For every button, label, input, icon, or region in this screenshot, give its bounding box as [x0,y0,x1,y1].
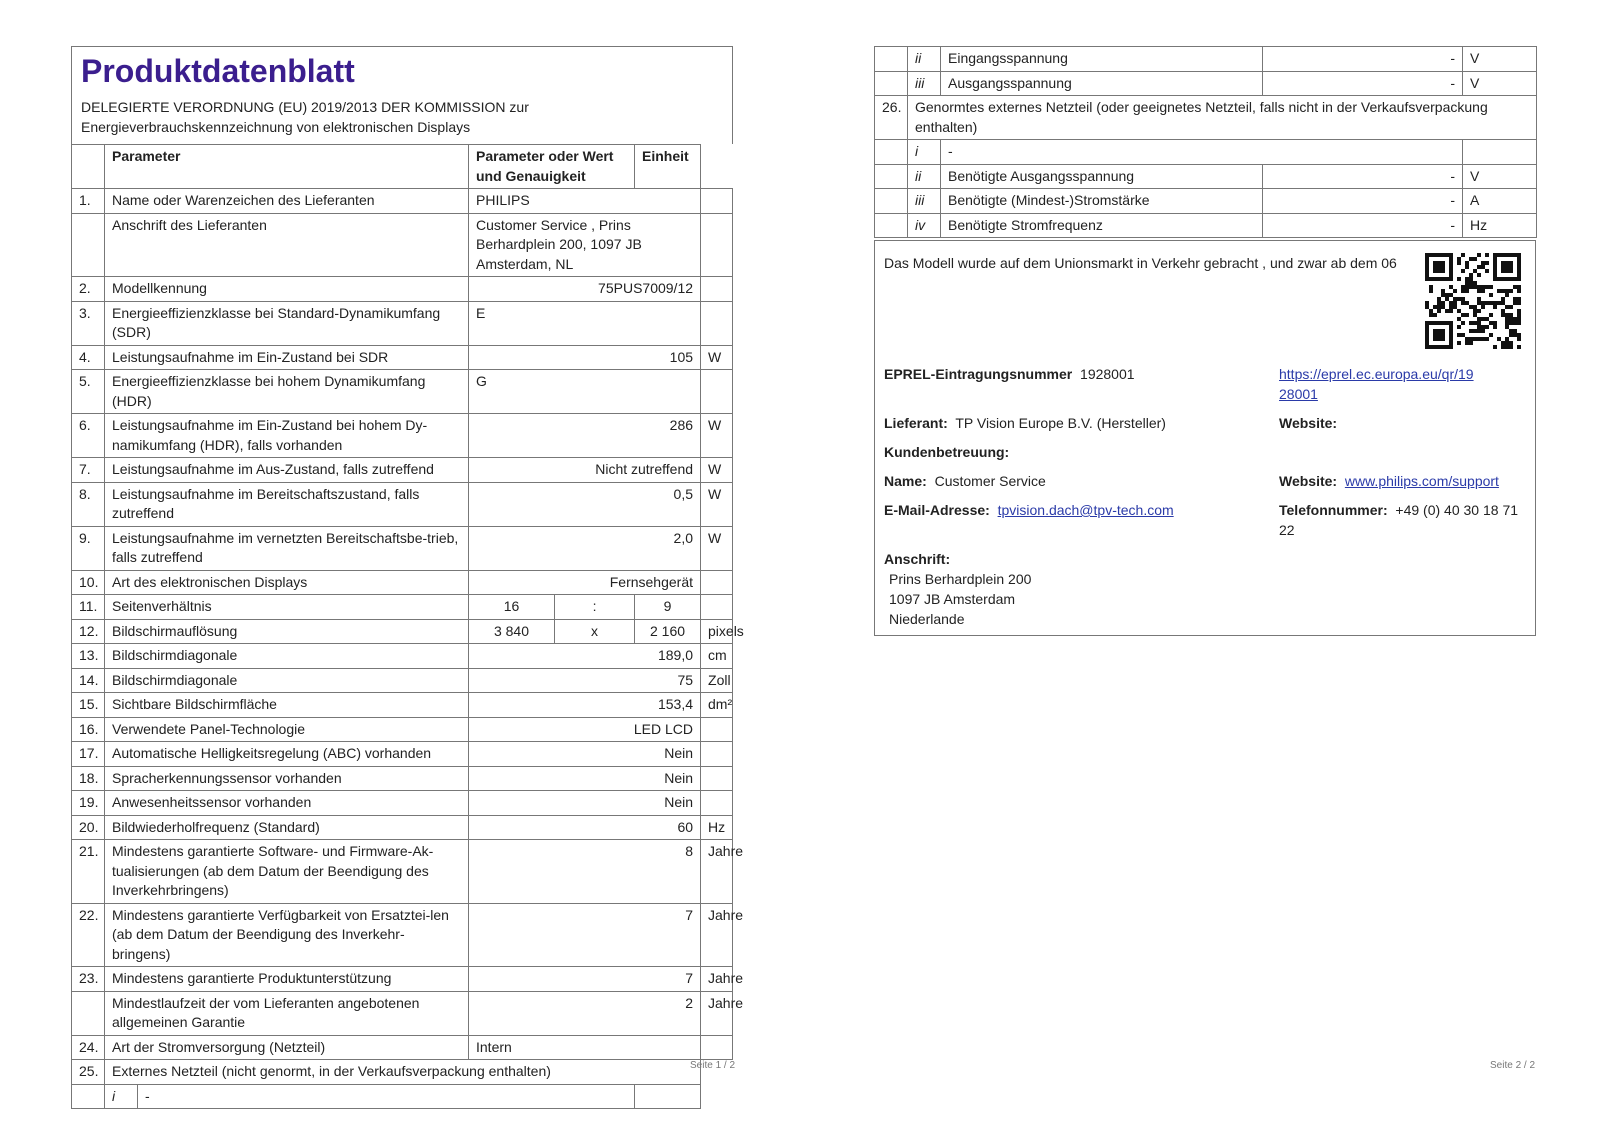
row-value: 8 [469,840,701,904]
table-row [72,1035,733,1060]
row-unit: Zoll [701,668,733,693]
row-number: 8. [72,482,105,526]
header-value: Parameter oder Wert und Genauigkeit [469,145,635,189]
table-row [72,815,733,840]
eprel-label: EPREL-Eintragungsnummer [884,366,1073,382]
table-row-external-psu [72,1060,733,1085]
row-unit [701,717,733,742]
row-unit: W [701,458,733,483]
row-number: 12. [72,619,105,644]
row-parameter: Genormtes externes Netzteil (oder geeignetes Netzteil, falls nicht in der Verkaufsverpackung enthalten) [908,96,1537,140]
phone-number: +49 (0) 40 30 18 71 [1395,502,1519,518]
row-unit: pixels [701,619,733,644]
contact-name-line [884,471,1046,491]
row-number: 23. [72,967,105,992]
row-unit: W [701,482,733,526]
page-2 [874,46,1536,238]
row-value: 75PUS7009/12 [469,277,701,302]
page-1-footer: Seite 1 / 2 [690,1060,736,1071]
table-row [875,47,1537,72]
row-value: - [1263,47,1463,72]
address-line-3: Niederlande [889,611,965,627]
row-number: 18. [72,766,105,791]
row-unit [635,1084,701,1109]
row-unit: W [701,526,733,570]
row-number: 10. [72,570,105,595]
row-sub-cell [105,1084,635,1109]
row-unit: V [1463,71,1537,96]
row-unit: W [701,414,733,458]
row-value: LED LCD [469,717,701,742]
row-sub-value: - [145,1087,150,1104]
page-1 [71,46,744,1109]
row-unit: Hz [1463,213,1537,238]
table-row [72,595,733,620]
row-unit: W [701,345,733,370]
row-parameter: Bildwiederholfrequenz (Standard) [105,815,469,840]
row-number: 5. [72,370,105,414]
support-website-link[interactable]: www.philips.com/support [1344,473,1499,489]
row-number: 4. [72,345,105,370]
table-row [72,526,733,570]
row-parameter: Automatische Helligkeitsregelung (ABC) vorhanden [105,742,469,767]
table-row [72,482,733,526]
row-sub-number: ii [908,47,941,72]
row-unit: Jahre [701,903,733,967]
phone-line [1279,500,1518,520]
table-header-row [72,145,733,189]
row-value: - [1263,164,1463,189]
row-number: 13. [72,644,105,669]
table-row [72,903,733,967]
row-unit [701,301,733,345]
row-value-b: 2 160 [635,619,701,644]
address-line-1: Prins Berhardplein 200 [889,571,1032,587]
email-line [884,500,1174,520]
row-parameter: Bildschirmdiagonale [105,668,469,693]
row-unit [1463,140,1537,165]
power-supply-table-body [875,47,1537,238]
row-value: - [1263,71,1463,96]
table-row [72,967,733,992]
row-value: 189,0 [469,644,701,669]
page-2-footer: Seite 2 / 2 [1490,1060,1536,1071]
row-number-empty [875,47,908,72]
row-parameter: Benötigte Ausgangsspannung [941,164,1263,189]
email-label: E-Mail-Adresse: [884,502,990,518]
row-value: 0,5 [469,482,701,526]
row-value: Fernsehgerät [469,570,701,595]
row-sub-number: iii [908,71,941,96]
row-value: 105 [469,345,701,370]
row-value-b: 9 [635,595,701,620]
row-number [72,213,105,277]
row-number: 2. [72,277,105,302]
row-parameter: Ausgangsspannung [941,71,1263,96]
eprel-line [884,364,1135,384]
name-label: Name: [884,473,927,489]
row-unit: Jahre [701,840,733,904]
row-sub-number: iv [908,213,941,238]
table-row [72,414,733,458]
table-row [72,742,733,767]
row-unit [701,742,733,767]
table-row [72,791,733,816]
row-value: 153,4 [469,693,701,718]
supplier-line [884,413,1166,433]
row-unit [701,189,733,214]
row-number: 20. [72,815,105,840]
row-parameter: Externes Netzteil (nicht genormt, in der Verkaufsverpackung enthalten) [105,1060,701,1085]
row-number-empty [875,164,908,189]
row-number: 26. [875,96,908,140]
qr-code-icon[interactable] [1425,253,1521,349]
product-data-table [71,144,744,1109]
table-row [72,619,733,644]
row-sub-number: i [908,140,941,165]
row-unit [701,277,733,302]
table-row [875,140,1537,165]
subtitle-line-2: Energieverbrauchskennzeichnung von elektronischen Displays [81,119,471,135]
row-parameter: Benötigte (Mindest-)Stromstärke [941,189,1263,214]
row-parameter: Leistungsaufnahme im vernetzten Bereitschaftsbe-trieb, falls zutreffend [105,526,469,570]
website2-label: Website: [1279,473,1338,489]
row-number: 22. [72,903,105,967]
row-unit [701,1035,733,1060]
row-parameter: Leistungsaufnahme im Bereitschaftszustand, falls zutreffend [105,482,469,526]
row-value: 286 [469,414,701,458]
row-unit [701,370,733,414]
row-unit [701,570,733,595]
table-row [875,189,1537,214]
table-row [72,458,733,483]
address-label: Anschrift: [884,551,951,567]
row-value: 60 [469,815,701,840]
row-parameter: Art des elektronischen Displays [105,570,469,595]
page-title: Produktdatenblatt [81,53,355,89]
row-number [72,991,105,1035]
row-value-a: 16 [469,595,555,620]
row-value: Nein [469,791,701,816]
supplier-label: Lieferant: [884,415,948,431]
row-value: E [469,301,701,345]
row-number: 15. [72,693,105,718]
row-parameter: Seitenverhältnis [105,595,469,620]
row-unit [701,766,733,791]
row-parameter: Leistungsaufnahme im Ein-Zustand bei hohem Dy-namikumfang (HDR), falls vorhanden [105,414,469,458]
row-value-separator: x [555,619,635,644]
row-parameter: Bildschirmdiagonale [105,644,469,669]
row-parameter: Modellkennung [105,277,469,302]
eprel-number: 1928001 [1080,366,1135,382]
row-number: 17. [72,742,105,767]
row-parameter: Verwendete Panel-Technologie [105,717,469,742]
row-parameter: Mindestlaufzeit der vom Lieferanten angebotenen allgemeinen Garantie [105,991,469,1035]
row-number-empty [875,71,908,96]
row-parameter: Name oder Warenzeichen des Lieferanten [105,189,469,214]
row-unit: dm² [701,693,733,718]
row-value-separator: : [555,595,635,620]
row-value: 7 [469,967,701,992]
supplier-name: TP Vision Europe B.V. (Hersteller) [955,415,1166,431]
row-sub-number: ii [908,164,941,189]
subtitle-line-1: DELEGIERTE VERORDNUNG (EU) 2019/2013 DER KOMMISSION zur [81,99,529,115]
row-value: - [1263,213,1463,238]
row-unit [701,595,733,620]
row-parameter: Spracherkennungssensor vorhanden [105,766,469,791]
row-unit [701,791,733,816]
row-value: Nein [469,742,701,767]
phone-label: Telefonnummer: [1279,502,1388,518]
row-value: Nein [469,766,701,791]
eprel-link-line-1[interactable]: https://eprel.ec.europa.eu/qr/19 [1279,366,1474,382]
row-number: 3. [72,301,105,345]
row-parameter: Anschrift des Lieferanten [105,213,469,277]
row-unit: V [1463,164,1537,189]
row-parameter: Benötigte Stromfrequenz [941,213,1263,238]
website-label: Website: [1279,415,1338,431]
phone-number-cont: 22 [1279,522,1295,538]
row-value: 7 [469,903,701,967]
row-parameter: Leistungsaufnahme im Ein-Zustand bei SDR [105,345,469,370]
row-unit: Jahre [701,967,733,992]
row-value: Customer Service , Prins Berhardplein 200, 1097 JB Amsterdam, NL [469,213,701,277]
market-date-text: Das Modell wurde auf dem Unionsmarkt in Verkehr gebracht , und zwar ab dem 06 [884,255,1397,271]
row-parameter: Mindestens garantierte Software- und Firmware-Ak-tualisierungen (ab dem Datum der Beendigung des Inverkehrbringens) [105,840,469,904]
row-parameter: Eingangsspannung [941,47,1263,72]
table-row [875,213,1537,238]
header-parameter: Parameter [105,145,469,189]
table-row [72,213,733,277]
table-row [72,693,733,718]
row-parameter: Sichtbare Bildschirmfläche [105,693,469,718]
row-number: 1. [72,189,105,214]
power-supply-table [874,46,1537,238]
row-number: 6. [72,414,105,458]
row-value: 75 [469,668,701,693]
table-row [72,370,733,414]
row-parameter: Mindestens garantierte Produktunterstützung [105,967,469,992]
regulation-subtitle [81,97,723,137]
sheet-header [71,46,733,144]
table-row [72,766,733,791]
email-link[interactable]: tpvision.dach@tpv-tech.com [997,502,1174,518]
row-number-empty [875,213,908,238]
eprel-link-line-2[interactable]: 28001 [1279,386,1318,402]
customer-service-label: Kundenbetreuung: [884,444,1010,460]
table-row [72,644,733,669]
row-value: 2,0 [469,526,701,570]
row-value: PHILIPS [469,189,701,214]
row-parameter: Leistungsaufnahme im Aus-Zustand, falls zutreffend [105,458,469,483]
row-number: 14. [72,668,105,693]
table-row-external-psu-sub [72,1084,733,1109]
row-value: 2 [469,991,701,1035]
table-row [875,71,1537,96]
row-number-empty [875,189,908,214]
row-number: 19. [72,791,105,816]
table-row [72,840,733,904]
table-row [72,277,733,302]
row-number: 21. [72,840,105,904]
row-parameter: Energieeffizienzklasse bei Standard-Dynamikumfang (SDR) [105,301,469,345]
row-number: 11. [72,595,105,620]
table-row-standard-psu [875,96,1537,140]
row-number: 24. [72,1035,105,1060]
row-number: 7. [72,458,105,483]
row-unit: V [1463,47,1537,72]
table-row [72,189,733,214]
row-unit: A [1463,189,1537,214]
support-website-line [1279,471,1499,491]
row-parameter: Anwesenheitssensor vorhanden [105,791,469,816]
row-sub-number: i [105,1085,138,1109]
row-value: Intern [469,1035,701,1060]
row-value: G [469,370,701,414]
row-number-empty [875,140,908,165]
row-number: 9. [72,526,105,570]
row-number: 16. [72,717,105,742]
table-row [875,164,1537,189]
row-unit: cm [701,644,733,669]
product-data-table-body [72,145,744,1109]
contact-name: Customer Service [934,473,1046,489]
row-number: 25. [72,1060,105,1085]
row-parameter: Art der Stromversorgung (Netzteil) [105,1035,469,1060]
row-unit [701,213,733,277]
row-value: Nicht zutreffend [469,458,701,483]
table-row [72,717,733,742]
row-parameter: Energieeffizienzklasse bei hohem Dynamikumfang (HDR) [105,370,469,414]
row-sub-number: iii [908,189,941,214]
header-unit: Einheit [635,145,701,189]
row-number-empty [72,1084,105,1109]
table-row [72,991,733,1035]
table-row [72,301,733,345]
row-unit: Jahre [701,991,733,1035]
row-value: - [941,140,1463,165]
row-unit: Hz [701,815,733,840]
table-row [72,570,733,595]
row-parameter: Bildschirmauflösung [105,619,469,644]
table-row [72,668,733,693]
row-value: - [1263,189,1463,214]
table-row [72,345,733,370]
row-value-a: 3 840 [469,619,555,644]
row-parameter: Mindestens garantierte Verfügbarkeit von Ersatztei-len (ab dem Datum der Beendigung des Inverkehr-bringens) [105,903,469,967]
address-line-2: 1097 JB Amsterdam [889,591,1016,607]
